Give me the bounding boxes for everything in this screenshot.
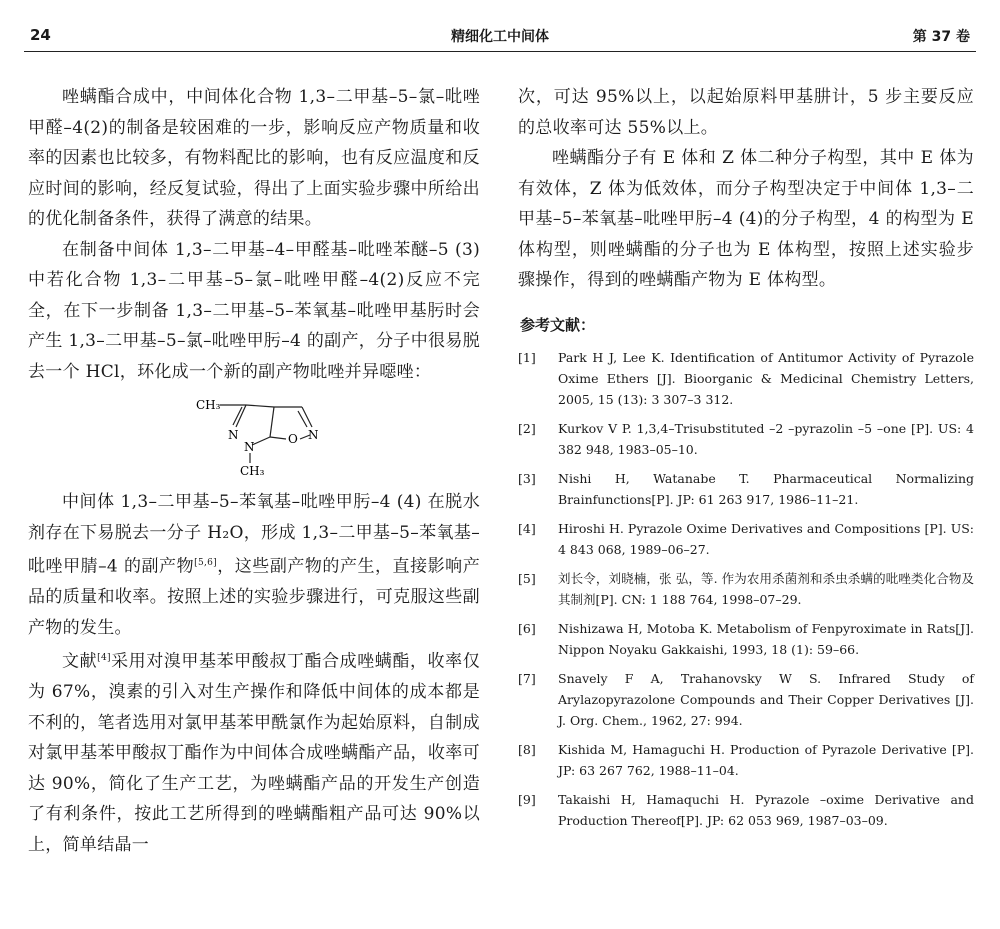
pyrazolo-isoxazole-structure	[188, 393, 348, 477]
reference-item	[518, 418, 974, 460]
paragraph-4-text-a: 文献	[62, 651, 98, 672]
reference-item	[518, 568, 974, 610]
paragraph-4-text-b: 采用对溴甲基苯甲酸叔丁酯合成唑螨酯，收率仅为 67%，溴素的引入对生产操作和降低中间体的成本都是不利的，笔者选用对氯甲基苯甲酰氯作为起始原料，自制成对氯甲基苯甲酸叔丁酯作为中间体合成唑螨酯产品，收率可达 90%，简化了生产工艺，为唑螨酯产品的开发生产创造了有利条件，按此工艺所得到的唑螨酯粗产品可达 90%以上，简单结晶一	[28, 651, 480, 855]
reference-text: Takaishi H, Hamaquchi H. Pyrazole –oxime Derivative and Production Thereof[P]. JP: 62 053 969, 1987–03–09.	[558, 791, 974, 828]
paragraph-2: 在制备中间体 1,3–二甲基–4–甲醛基–吡唑苯醚–5 (3) 中若化合物 1,3–二甲基–5–氯–吡唑甲醛–4(2)反应不完全，在下一步制备 1,3–二甲基–5–苯氧基–吡唑甲基肟时会产生 1,3–二甲基–5–氯–吡唑甲肟–4 的副产，分子中很易脱去一个 HCl，环化成一个新的副产物吡唑并异噁唑：	[28, 239, 480, 382]
reference-item	[518, 789, 974, 831]
reference-number: [6]	[518, 620, 536, 636]
reference-number: [8]	[518, 741, 536, 757]
paragraph-3-text-a: 中间体 1,3–二甲基–5–苯氧基–吡唑甲肟–4 (4) 在脱水剂存在下易脱去一分子 H₂O，形成 1,3–二甲基–5–苯氧基–吡唑甲腈–4 的副产物	[28, 492, 480, 577]
paragraph-4	[28, 643, 480, 860]
chemical-structure	[28, 393, 480, 477]
reference-number: [7]	[518, 670, 536, 686]
paragraph-3-text-b: ，这些副产物的产生，直接影响产品的质量和收率。按照上述的实验步骤进行，可克服这些副产物的发生。	[28, 556, 480, 638]
right-column	[518, 82, 974, 839]
header-rule	[24, 51, 976, 52]
bond	[246, 405, 274, 407]
paragraph-3	[28, 487, 480, 643]
reference-item	[518, 518, 974, 560]
atom-n2: N	[244, 440, 255, 454]
reference-text: Hiroshi H. Pyrazole Oxime Derivatives and Compositions [P]. US: 4 843 068, 1989–06–27.	[558, 520, 974, 557]
reference-item	[518, 618, 974, 660]
reference-number: [1]	[518, 349, 536, 365]
page-header	[0, 0, 1000, 52]
reference-item	[518, 347, 974, 410]
reference-text: Nishizawa H, Motoba K. Metabolism of Fenpyroximate in Rats[J]. Nippon Noyaku Gakkaishi, 1993, 18 (1): 59–66.	[558, 620, 974, 657]
reference-text: Snavely F A, Trahanovsky W S. Infrared Study of Arylazopyrazolone Compounds and Their Copper Derivatives [J]. J. Org. Chem., 1962, 27: 994.	[558, 670, 974, 728]
paragraph-5: 次，可达 95%以上，以起始原料甲基肼计，5 步主要反应的总收率可达 55%以上。	[518, 87, 974, 138]
atom-n1: N	[228, 428, 239, 442]
reference-text: Kishida M, Hamaguchi H. Production of Pyrazole Derivative [P]. JP: 63 267 762, 1988–11–04.	[558, 741, 974, 778]
paragraph-6: 唑螨酯分子有 E 体和 Z 体二种分子构型，其中 E 体为有效体，Z 体为低效体，而分子构型决定于中间体 1,3–二甲基–5–苯氧基–吡唑甲肟–4 (4)的分子构型，4 的构型为 E 体构型，则唑螨酯的分子也为 E 体构型，按照上述实验步骤操作，得到的唑螨酯产物为 E 体构型。	[518, 148, 974, 290]
atom-o: O	[288, 432, 298, 446]
reference-number: [4]	[518, 520, 536, 536]
citation-5-6[interactable]: [5,6]	[194, 558, 217, 568]
references-heading: 参考文献：	[520, 315, 596, 334]
reference-text: 刘长令，刘晓楠，张 弘，等. 作为农用杀菌剂和杀虫杀螨的吡唑类化合物及其制剂[P]. CN: 1 188 764, 1998–07–29.	[558, 570, 974, 607]
page-number: 24	[30, 26, 51, 44]
reference-text: Kurkov V P. 1,3,4–Trisubstituted –2 –pyrazolin –5 –one [P]. US: 4 382 948, 1983–05–10.	[558, 420, 974, 457]
methyl-bottom-label: CH₃	[240, 464, 265, 477]
journal-title: 精细化工中间体	[451, 29, 549, 45]
citation-4[interactable]: [4]	[97, 653, 111, 664]
reference-number: [9]	[518, 791, 536, 807]
reference-number: [3]	[518, 470, 536, 486]
atom-n3: N	[308, 428, 319, 442]
paragraph-1: 唑螨酯合成中，中间体化合物 1,3–二甲基–5–氯–吡唑甲醛–4(2)的制备是较困难的一步，影响反应产物质量和收率的因素也比较多，有物料配比的影响，也有反应温度和反应时间的影响，经反复试验，得出了上面实验步骤中所给出的优化制备条件，获得了满意的结果。	[28, 87, 480, 229]
reference-text: Nishi H, Watanabe T. Pharmaceutical Normalizing Brainfunctions[P]. JP: 61 263 917, 1986–11–21.	[558, 470, 974, 507]
volume-label: 第 37 卷	[912, 29, 970, 45]
left-column	[28, 82, 480, 860]
bond	[270, 437, 286, 439]
methyl-top-label: CH₃	[196, 398, 221, 412]
bond	[252, 437, 270, 445]
reference-text: Park H J, Lee K. Identification of Antitumor Activity of Pyrazole Oxime Ethers [J]. Bioorganic & Medicinal Chemistry Letters, 2005, 15 (13): 3 307–3 312.	[558, 349, 974, 407]
bond-shared	[270, 407, 274, 437]
reference-item	[518, 468, 974, 510]
reference-item	[518, 668, 974, 731]
reference-item	[518, 739, 974, 781]
reference-number: [2]	[518, 420, 536, 436]
reference-number: [5]	[518, 570, 536, 586]
bond	[302, 407, 312, 427]
references-list	[518, 347, 974, 831]
